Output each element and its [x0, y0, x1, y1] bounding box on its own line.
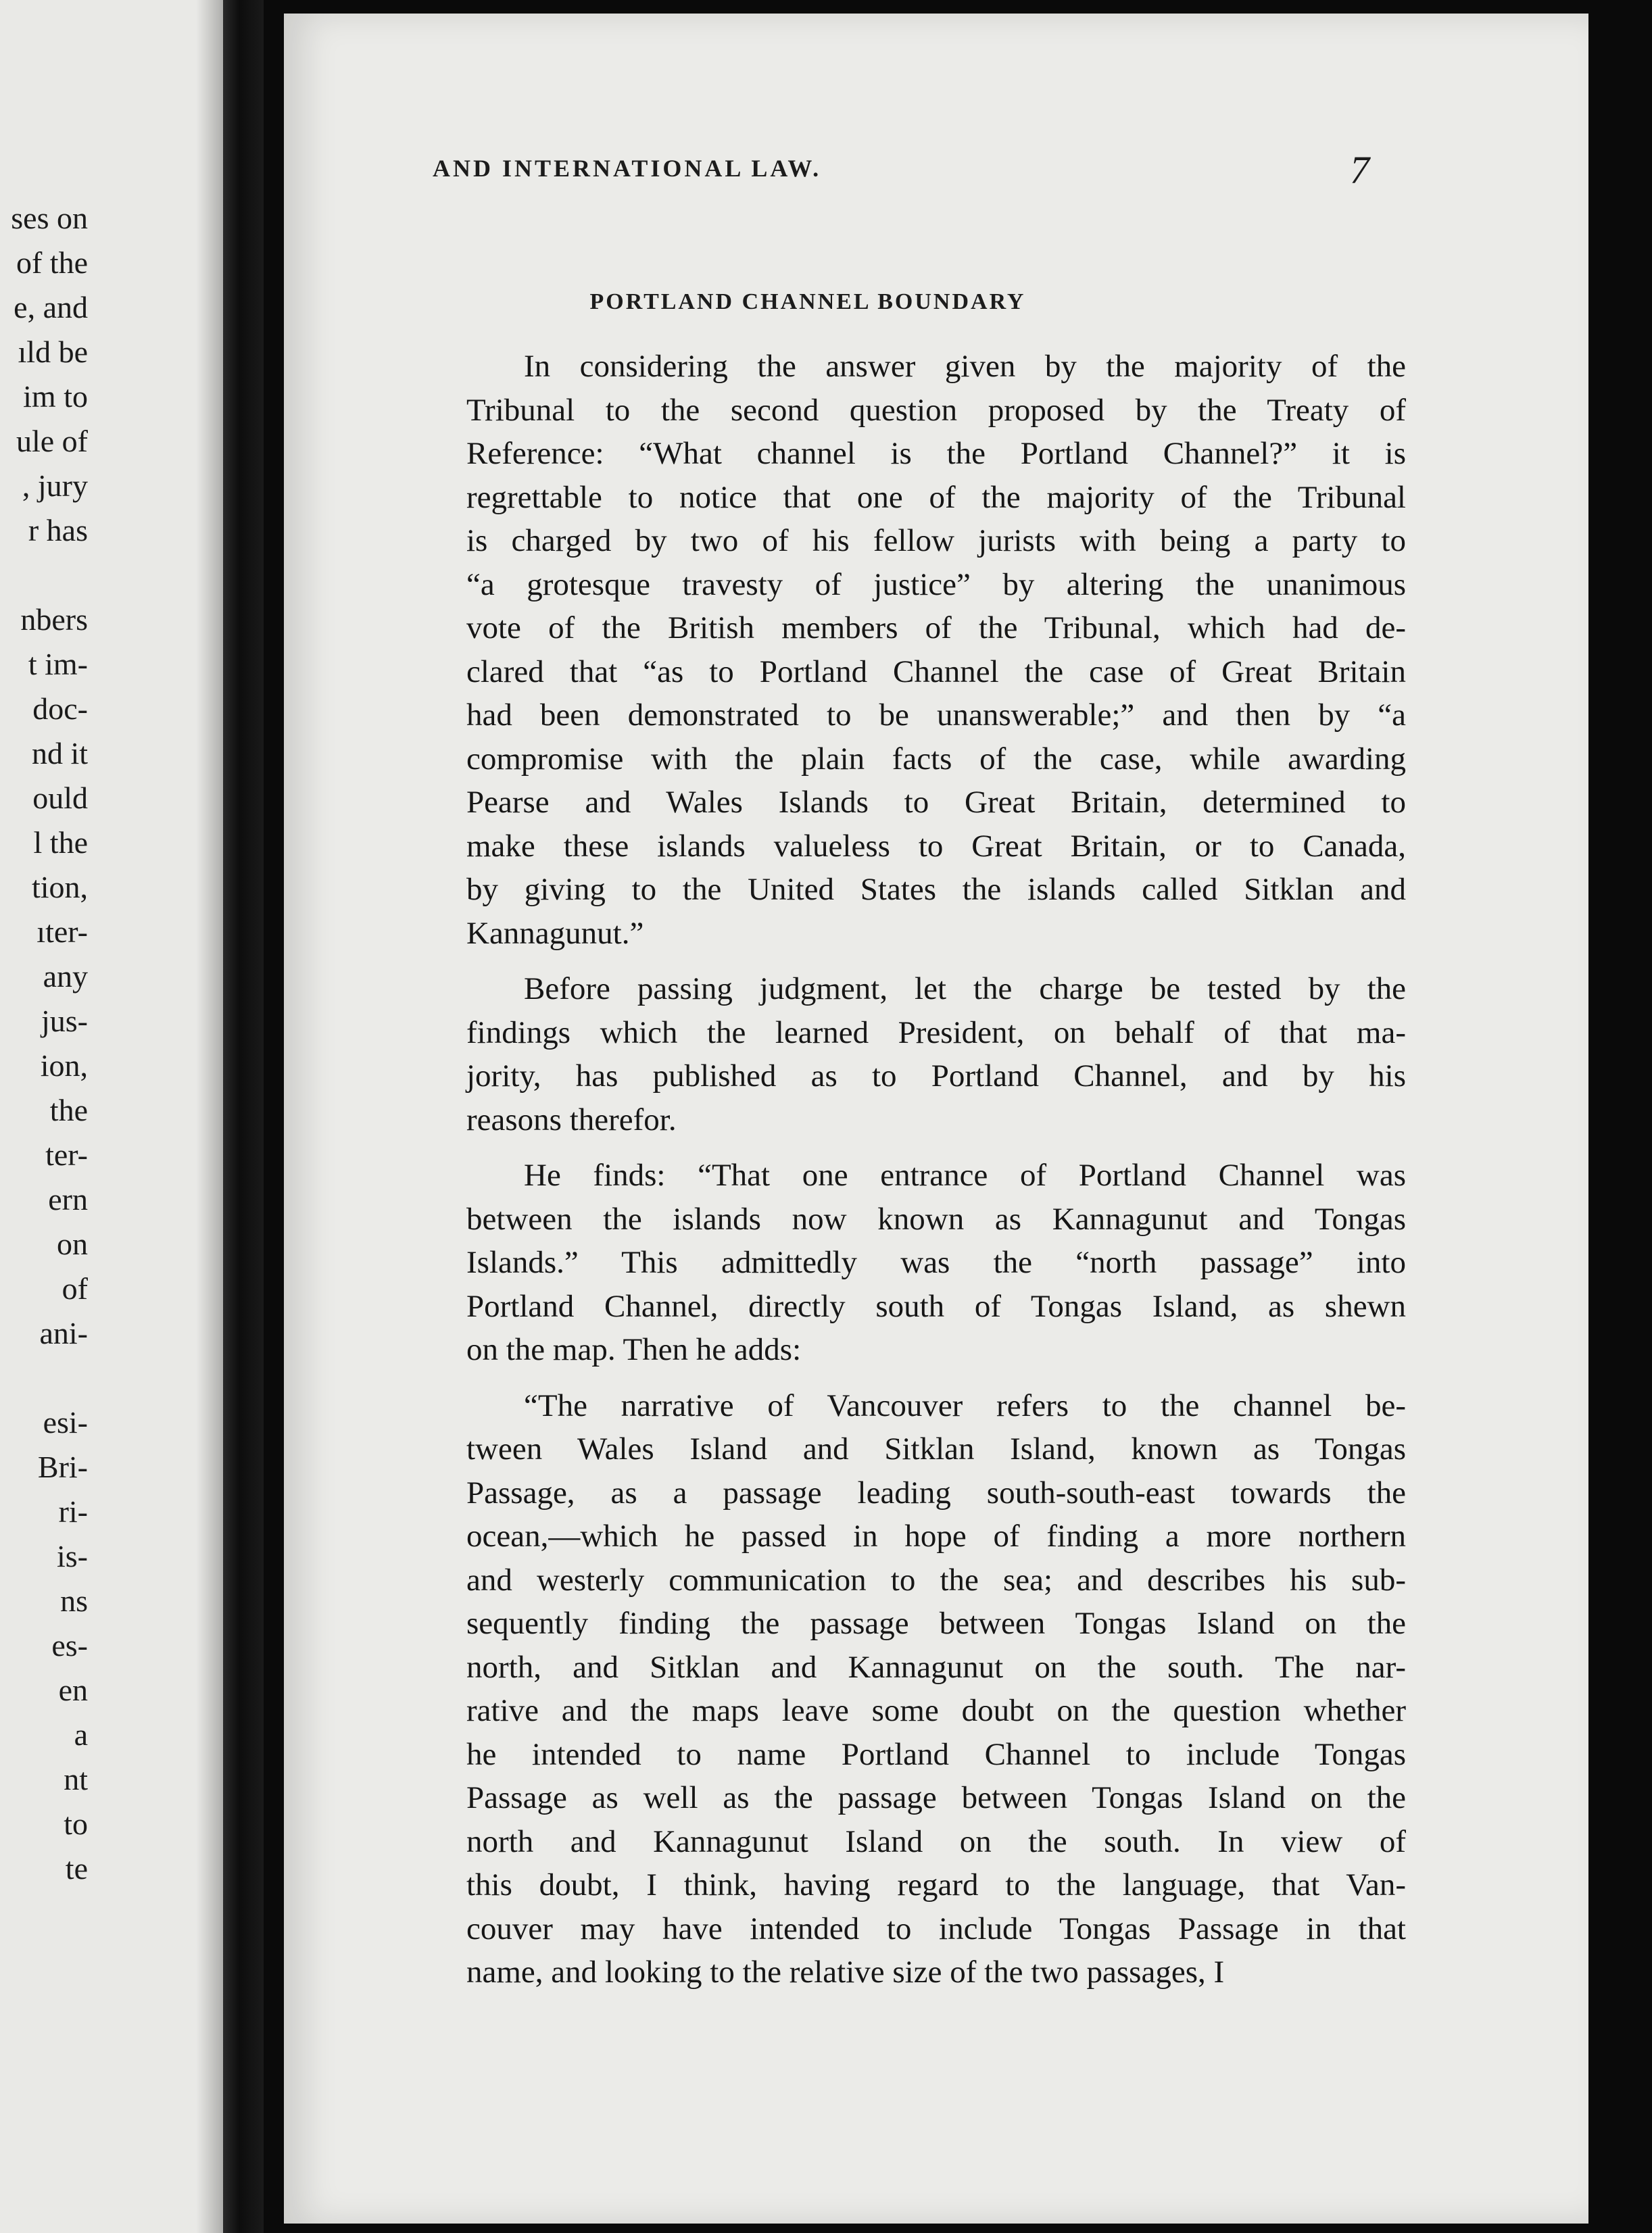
section-heading: PORTLAND CHANNEL BOUNDARY: [589, 289, 1026, 314]
facing-page-fragment: , jury: [22, 468, 88, 503]
facing-page-line: [0, 1400, 223, 1445]
facing-page-fragment: nt: [64, 1762, 88, 1796]
facing-page-line: [0, 1311, 223, 1356]
facing-page-line: [0, 687, 223, 731]
facing-page-fragment: ould: [32, 781, 88, 815]
text-line: “a grotesque travesty of justice” by altering the unanimous: [466, 566, 1406, 602]
facing-page-line: [0, 1267, 223, 1311]
facing-page: [0, 0, 223, 2233]
facing-page-fragment: Bri-: [37, 1450, 88, 1484]
facing-page-line: [0, 508, 223, 553]
facing-page-line: [0, 1490, 223, 1534]
facing-page-fragment: ns: [60, 1584, 88, 1618]
text-line: He finds: “That one entrance of Portland Channel was: [524, 1158, 1406, 1193]
text-line: ocean,—which he passed in hope of finding a more northern: [466, 1519, 1406, 1554]
text-line: clared that “as to Portland Channel the case of Great Britain: [466, 654, 1406, 689]
facing-page-fragment: t im-: [28, 647, 88, 681]
text-line: “The narrative of Vancouver refers to the channel be-: [524, 1388, 1406, 1423]
facing-page-line: [0, 1177, 223, 1222]
text-line: between the islands now known as Kannagunut and Tongas: [466, 1201, 1406, 1237]
text-line: findings which the learned President, on behalf of that ma-: [466, 1014, 1406, 1050]
facing-page-line: [0, 1579, 223, 1623]
facing-page-line: [0, 1802, 223, 1846]
text-line: by giving to the United States the islands called Sitklan and: [466, 872, 1406, 907]
facing-page-fragment: ern: [48, 1182, 88, 1217]
facing-page-fragment: ıter-: [37, 914, 88, 949]
facing-page-line: [0, 1846, 223, 1891]
facing-page-line: [0, 1623, 223, 1668]
facing-page-line: [0, 241, 223, 285]
paragraph: [466, 345, 1406, 955]
facing-page-fragment: of the: [16, 245, 88, 280]
facing-page-fragment: is-: [57, 1539, 88, 1573]
facing-page-fragment: esi-: [43, 1405, 88, 1440]
facing-page-fragment: ter-: [45, 1137, 88, 1172]
facing-page-fragment: of: [62, 1271, 88, 1306]
facing-page-line: [0, 1445, 223, 1490]
book-gutter: [223, 0, 264, 2233]
text-line: name, and looking to the relative size of the two passages, I: [466, 1955, 1225, 1990]
text-line: is charged by two of his fellow jurists with being a party to: [466, 523, 1406, 558]
text-line: vote of the British members of the Tribunal, which had de-: [466, 610, 1406, 645]
facing-page-fragment: ule of: [16, 424, 88, 458]
facing-page-line: [0, 1133, 223, 1177]
facing-page-fragment: ion,: [40, 1048, 88, 1083]
facing-page-fragment: nbers: [20, 602, 88, 637]
text-line: Reference: “What channel is the Portland Channel?” it is: [466, 436, 1406, 471]
facing-page-fragment: the: [49, 1093, 88, 1127]
text-line: on the map. Then he adds:: [466, 1332, 802, 1367]
facing-page-line: [0, 1044, 223, 1088]
facing-page-fragment: jus-: [41, 1004, 88, 1038]
facing-page-fragment: im to: [23, 379, 88, 414]
text-line: couver may have intended to include Tongas Passage in that: [466, 1911, 1406, 1946]
body-text: [466, 345, 1406, 2007]
text-line: regrettable to notice that one of the majority of the Tribunal: [466, 479, 1406, 515]
facing-page-line: [0, 1534, 223, 1579]
facing-page-fragment: te: [65, 1851, 88, 1886]
text-line: had been demonstrated to be unanswerable;” and then by “a: [466, 697, 1406, 733]
facing-page-fragment: nd it: [31, 736, 88, 770]
text-line: rative and the maps leave some doubt on the question whether: [466, 1693, 1406, 1728]
facing-page-line: [0, 865, 223, 910]
facing-page-line: [0, 910, 223, 954]
text-line: Passage as well as the passage between Tongas Island on the: [466, 1780, 1406, 1815]
facing-page-fragment: doc-: [32, 691, 88, 726]
facing-page-fragment: l the: [33, 825, 88, 860]
facing-page-line: [0, 1668, 223, 1713]
facing-page-line: [0, 820, 223, 865]
facing-page-fragment: a: [74, 1717, 88, 1752]
facing-page-fragment: on: [57, 1227, 88, 1261]
text-line: Before passing judgment, let the charge be tested by the: [524, 971, 1406, 1006]
facing-page-line: [0, 196, 223, 241]
facing-page-gap: [0, 1356, 223, 1400]
text-line: tween Wales Island and Sitklan Island, known as Tongas: [466, 1431, 1406, 1467]
text-line: Islands.” This admittedly was the “north passage” into: [466, 1245, 1406, 1280]
facing-page-line: [0, 419, 223, 464]
facing-page-line: [0, 1713, 223, 1757]
facing-page-line: [0, 330, 223, 374]
text-line: sequently finding the passage between Tongas Island on the: [466, 1606, 1406, 1641]
facing-page-line: [0, 285, 223, 330]
facing-page-fragment: any: [43, 959, 88, 993]
facing-page-line: [0, 954, 223, 999]
paragraph: [466, 1154, 1406, 1372]
facing-page-fragment: tion,: [31, 870, 88, 904]
facing-page-line: [0, 464, 223, 508]
facing-page-text: [0, 196, 223, 1891]
facing-page-fragment: to: [64, 1807, 88, 1841]
facing-page-line: [0, 1222, 223, 1267]
facing-page-fragment: ri-: [58, 1494, 88, 1529]
facing-page-fragment: r has: [28, 513, 88, 547]
text-line: make these islands valueless to Great Britain, or to Canada,: [466, 828, 1406, 864]
facing-page-fragment: es-: [51, 1628, 88, 1663]
text-line: reasons therefor.: [466, 1102, 677, 1137]
text-line: Tribunal to the second question proposed by the Treaty of: [466, 392, 1406, 428]
facing-page-fragment: ani-: [39, 1316, 88, 1350]
facing-page-gap: [0, 553, 223, 597]
facing-page-fragment: e, and: [14, 290, 88, 324]
facing-page-line: [0, 374, 223, 419]
text-line: In considering the answer given by the majority of the: [524, 349, 1406, 384]
facing-page-line: [0, 731, 223, 776]
text-line: and westerly communication to the sea; and describes his sub-: [466, 1562, 1406, 1598]
facing-page-line: [0, 597, 223, 642]
facing-page-line: [0, 642, 223, 687]
facing-page-line: [0, 776, 223, 820]
facing-page-fragment: en: [58, 1673, 88, 1707]
facing-page-line: [0, 1757, 223, 1802]
running-title: AND INTERNATIONAL LAW.: [433, 155, 822, 182]
page-number: 7: [1350, 148, 1372, 192]
text-line: this doubt, I think, having regard to the language, that Van-: [466, 1867, 1406, 1903]
text-line: north and Kannagunut Island on the south. In view of: [466, 1823, 1406, 1859]
text-line: Portland Channel, directly south of Tongas Island, as shewn: [466, 1288, 1406, 1324]
facing-page-line: [0, 999, 223, 1044]
facing-page-fragment: ses on: [11, 201, 88, 235]
facing-page-fragment: ıld be: [18, 335, 88, 369]
paragraph: [466, 967, 1406, 1142]
text-line: jority, has published as to Portland Channel, and by his: [466, 1058, 1406, 1094]
paragraph: [466, 1384, 1406, 1994]
facing-page-line: [0, 1088, 223, 1133]
text-line: Pearse and Wales Islands to Great Britain, determined to: [466, 785, 1406, 820]
text-line: he intended to name Portland Channel to include Tongas: [466, 1736, 1406, 1772]
text-line: compromise with the plain facts of the case, while awarding: [466, 741, 1406, 777]
text-line: Passage, as a passage leading south-south-east towards the: [466, 1475, 1406, 1511]
text-line: Kannagunut.”: [466, 915, 644, 951]
text-line: north, and Sitklan and Kannagunut on the south. The nar-: [466, 1649, 1406, 1685]
